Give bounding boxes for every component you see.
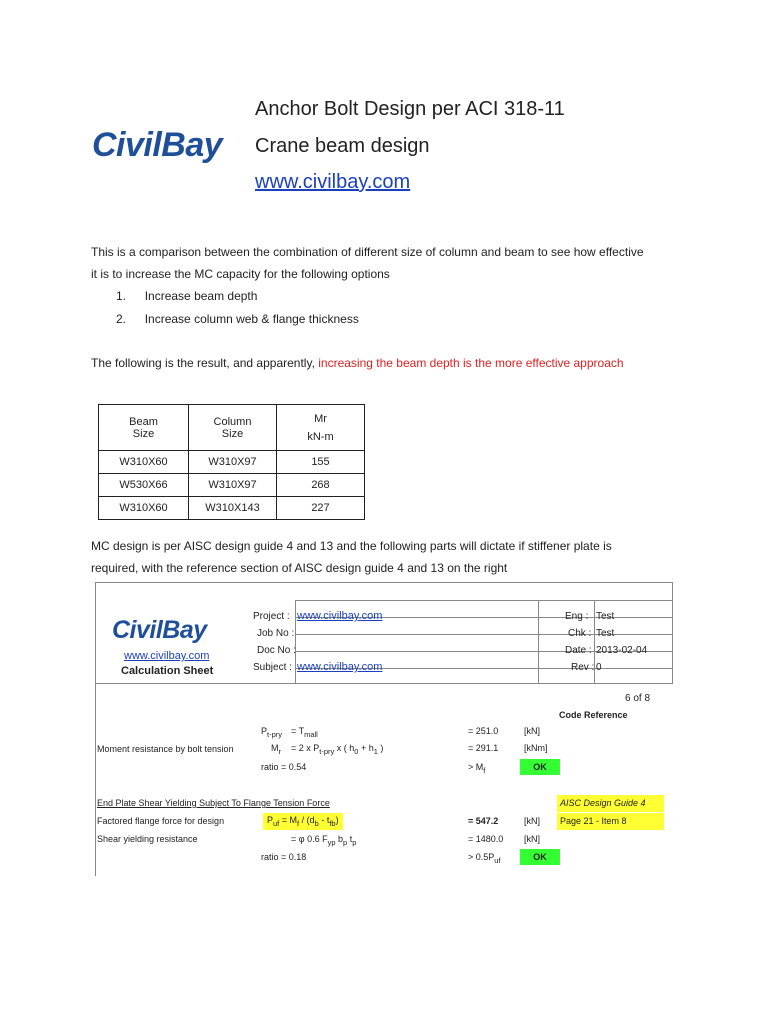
subscript: r <box>278 746 281 756</box>
doc-label: Doc No : <box>257 645 296 656</box>
comparison-table <box>98 404 365 520</box>
option-item-1 <box>116 285 257 307</box>
calculation-sheet <box>95 582 673 876</box>
subscript: p <box>343 837 348 847</box>
sheet-title: Calculation Sheet <box>121 665 214 677</box>
sheet-logo: CivilBay <box>112 616 207 644</box>
subscript: f <box>483 765 486 775</box>
expression: ) <box>335 815 339 825</box>
section-title: End Plate Shear Yielding Subject To Flange Tension Force <box>97 798 330 808</box>
sheet-border <box>95 582 96 876</box>
eng-label: Eng : <box>565 611 589 622</box>
r6-ratio: ratio = 0.18 <box>261 852 307 862</box>
r3-compare <box>468 762 485 775</box>
cell-mr: 268 <box>277 474 365 497</box>
header-line: Beam <box>129 415 158 428</box>
job-label: Job No : <box>257 628 295 639</box>
subscript: fb <box>329 818 336 828</box>
intro-line-2: it is to increase the MC capacity for the following options <box>91 267 390 281</box>
document-subtitle: Crane beam design <box>255 135 430 157</box>
r4-formula <box>263 813 343 830</box>
subscript: t-pry <box>319 746 335 756</box>
table-row <box>99 474 365 497</box>
expression: = T <box>291 726 305 736</box>
r6-compare <box>468 852 501 865</box>
header-line: Mr <box>314 412 327 425</box>
r1-value: = 251.0 <box>468 726 499 736</box>
symbol: M <box>271 743 279 753</box>
sheet-logo-url[interactable]: www.civilbay.com <box>124 650 210 662</box>
r3-ratio: ratio = 0.54 <box>261 762 307 772</box>
subject-label: Subject : <box>253 662 292 673</box>
subscript: uf <box>494 855 501 865</box>
expression: x ( h <box>334 743 355 753</box>
intro-line-1: This is a comparison between the combination of different size of column and beam to see how effective <box>91 245 644 259</box>
symbol: P <box>261 726 268 736</box>
sheet-border <box>95 582 673 583</box>
r5-value: = 1480.0 <box>468 834 504 844</box>
sheet-border <box>95 683 673 684</box>
header-line: kN-m <box>307 430 334 443</box>
sheet-border <box>295 634 673 635</box>
chk-value: Test <box>596 628 615 639</box>
project-label: Project : <box>253 611 290 622</box>
expression: = 2 x P <box>291 743 320 753</box>
project-value[interactable]: www.civilbay.com <box>297 610 383 622</box>
expression: > M <box>468 762 484 772</box>
expression: b <box>335 834 344 844</box>
expression: ) <box>377 743 384 753</box>
eng-value: Test <box>596 611 615 622</box>
option-number: 1. <box>116 289 127 303</box>
website-link[interactable]: www.civilbay.com <box>255 171 411 193</box>
civilbay-logo: CivilBay <box>92 126 223 164</box>
subscript: 1 <box>373 746 378 756</box>
r4-reference: Page 21 - Item 8 <box>557 813 664 830</box>
symbol: P <box>267 815 274 825</box>
expression: > 0.5P <box>468 852 495 862</box>
subject-value[interactable]: www.civilbay.com <box>297 661 383 673</box>
option-text: Increase column web & flange thickness <box>144 312 359 326</box>
r6-ok-badge: OK <box>520 849 560 865</box>
option-number: 2. <box>116 312 127 326</box>
subscript: f <box>297 818 300 828</box>
expression: = φ 0.6 F <box>291 834 328 844</box>
sheet-border <box>538 600 539 683</box>
r1-lhs <box>261 726 282 739</box>
cell-mr: 227 <box>277 497 365 520</box>
subscript: b <box>314 818 319 828</box>
code-reference-header: Code Reference <box>559 710 628 720</box>
cell-column: W310X143 <box>189 497 277 520</box>
date-value: 2013-02-04 <box>596 645 648 656</box>
r1-unit: [kN] <box>524 726 541 736</box>
mc-line-1: MC design is per AISC design guide 4 and 13 and the following parts will dictate if stiffener plate is <box>91 539 612 553</box>
option-text: Increase beam depth <box>144 289 258 303</box>
cell-mr: 155 <box>277 451 365 474</box>
expression: - t <box>318 815 330 825</box>
page-number: 6 of 8 <box>625 693 651 704</box>
header-line: Size <box>221 427 244 440</box>
sheet-border <box>295 600 296 683</box>
expression: = M <box>279 815 298 825</box>
mc-line-2: required, with the reference section of AISC design guide 4 and 13 on the right <box>91 561 508 575</box>
cell-beam: W310X60 <box>99 497 189 520</box>
r3-ok-badge: OK <box>520 759 560 775</box>
r2-value: = 291.1 <box>468 743 499 753</box>
subscript: p <box>352 837 357 847</box>
expression: / (d <box>299 815 315 825</box>
section-reference: AISC Design Guide 4 <box>557 795 664 812</box>
header-line: Size <box>132 427 155 440</box>
r2-unit: [kNm] <box>524 743 548 753</box>
r5-formula <box>291 834 356 847</box>
r2-description: Moment resistance by bolt tension <box>97 744 234 754</box>
header-beam-size <box>99 405 189 451</box>
expression: t <box>347 834 353 844</box>
header-mr <box>277 405 365 451</box>
cell-beam: W310X60 <box>99 451 189 474</box>
header-line: Column <box>213 415 252 428</box>
table-row <box>99 451 365 474</box>
r2-rhs <box>291 743 383 756</box>
subscript: t-pry <box>267 729 283 739</box>
result-highlight: increasing the beam depth is the more effective approach <box>318 356 624 370</box>
cell-column: W310X97 <box>189 451 277 474</box>
document-title: Anchor Bolt Design per ACI 318-11 <box>255 98 565 120</box>
rev-label: Rev : <box>571 662 595 673</box>
sheet-border <box>295 600 673 601</box>
subscript: 0 <box>354 746 359 756</box>
r1-rhs <box>291 726 318 739</box>
option-item-2 <box>116 308 359 330</box>
r5-unit: [kN] <box>524 834 541 844</box>
subscript: yp <box>327 837 336 847</box>
cell-column: W310X97 <box>189 474 277 497</box>
r5-description: Shear yielding resistance <box>97 834 198 844</box>
header-column-size <box>189 405 277 451</box>
cell-beam: W530X66 <box>99 474 189 497</box>
subscript: mall <box>304 729 318 739</box>
chk-label: Chk : <box>568 628 592 639</box>
result-prefix: The following is the result, and apparently, <box>91 356 319 370</box>
r4-description: Factored flange force for design <box>97 816 225 826</box>
expression: + h <box>358 743 374 753</box>
r2-lhs <box>271 743 281 756</box>
result-statement <box>91 352 624 374</box>
subscript: uf <box>273 818 280 828</box>
r4-value: = 547.2 <box>468 816 499 826</box>
table-header-row <box>99 405 365 451</box>
table-row <box>99 497 365 520</box>
r4-unit: [kN] <box>524 816 541 826</box>
date-label: Date : <box>565 645 592 656</box>
rev-value: 0 <box>596 662 602 673</box>
